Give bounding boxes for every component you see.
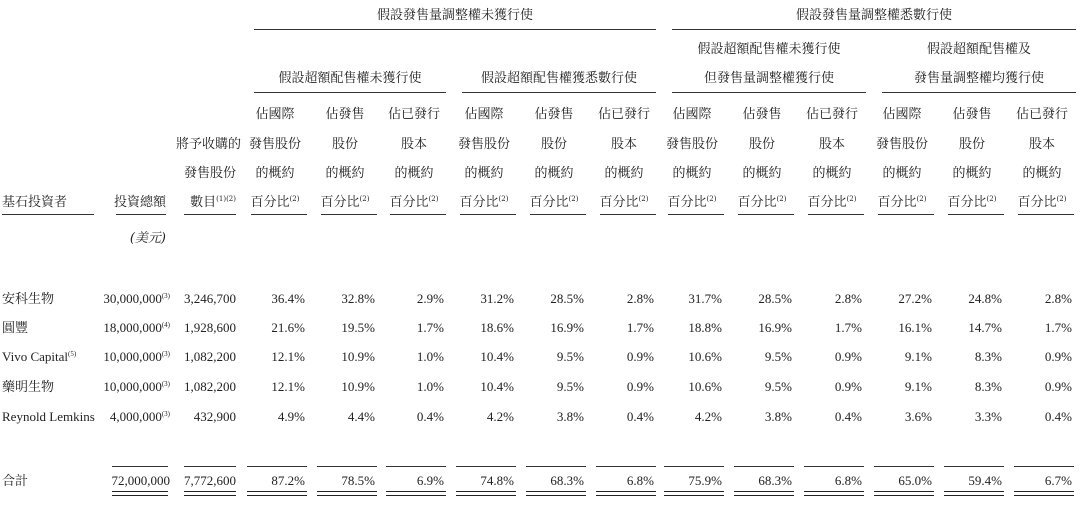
investor-header-rule [2, 214, 94, 215]
percentage-cell: 9.1% [904, 379, 932, 394]
investor-name: 藥明生物 [2, 379, 55, 394]
shares-count: 1,082,200 [184, 379, 236, 394]
percentage-cell: 6.8% [834, 473, 862, 488]
pct-header-col11-line2: 股份 [958, 137, 985, 152]
pct-header-col6-line1: 佔已發行 [597, 107, 650, 122]
shares-count: 3,246,700 [184, 291, 236, 306]
percentage-cell: 1.7% [834, 320, 862, 335]
total-label: 合計 [2, 473, 29, 488]
total-double-underline [874, 491, 934, 496]
group-header-no-adjustment: 假設發售量調整權未獲行使 [376, 8, 533, 23]
percentage-cell: 2.8% [1044, 291, 1072, 306]
pct-header-rule-col7 [668, 214, 724, 215]
percentage-cell: 6.9% [416, 473, 444, 488]
percentage-cell: 6.8% [626, 473, 654, 488]
total-top-rule [664, 466, 724, 467]
percentage-cell: 2.9% [416, 291, 444, 306]
pct-header-col12-line3: 的概約 [1022, 166, 1062, 181]
investor-name: 安科生物 [2, 291, 55, 306]
percentage-cell: 0.9% [626, 349, 654, 364]
amount-header-rule [116, 214, 166, 215]
percentage-cell: 28.5% [758, 291, 792, 306]
total-top-rule [317, 466, 377, 467]
pct-header-col7-line4: 百分比$^{(2)}$ [667, 195, 717, 210]
total-double-underline [664, 491, 724, 496]
pct-header-col6-line4: 百分比$^{(2)}$ [599, 195, 649, 210]
total-double-underline [596, 491, 656, 496]
total-double-underline [804, 491, 864, 496]
total-top-rule [874, 466, 934, 467]
pct-header-col12-line1: 佔已發行 [1015, 107, 1068, 122]
pct-header-col4-line4: 百分比$^{(2)}$ [459, 195, 509, 210]
percentage-cell: 3.3% [974, 409, 1002, 424]
percentage-cell: 9.5% [556, 379, 584, 394]
total-top-rule [386, 466, 446, 467]
pct-header-col5-line2: 股份 [540, 137, 567, 152]
shares-count: 432,900 [193, 409, 236, 424]
percentage-cell: 6.7% [1044, 473, 1072, 488]
percentage-cell: 9.1% [904, 349, 932, 364]
total-top-rule [596, 466, 656, 467]
pct-header-col8-line3: 的概約 [742, 166, 782, 181]
pct-header-rule-col3 [390, 214, 446, 215]
percentage-cell: 10.9% [341, 349, 375, 364]
percentage-cell: 0.4% [416, 409, 444, 424]
pct-header-col5-line3: 的概約 [534, 166, 574, 181]
investment-amount: 18,000,000$^{(4)}$ [103, 320, 170, 335]
pct-header-rule-col6 [600, 214, 656, 215]
pct-header-rule-col1 [251, 214, 307, 215]
percentage-cell: 10.4% [480, 379, 514, 394]
total-top-rule [804, 466, 864, 467]
percentage-cell: 9.5% [556, 349, 584, 364]
pct-header-col4-line2: 發售股份 [457, 137, 510, 152]
pct-header-col2-line4: 百分比$^{(2)}$ [320, 195, 370, 210]
percentage-cell: 59.4% [968, 473, 1002, 488]
pct-header-col5-line4: 百分比$^{(2)}$ [529, 195, 579, 210]
percentage-cell: 1.0% [416, 379, 444, 394]
investor-column-header: 基石投資者 [2, 195, 68, 210]
percentage-cell: 0.4% [1044, 409, 1072, 424]
percentage-cell: 10.6% [688, 379, 722, 394]
pct-header-rule-col10 [878, 214, 934, 215]
total-double-underline [944, 491, 1004, 496]
total-double-underline [184, 491, 236, 496]
subgroup-header-3-line1: 假設超額配售權未獲行使 [697, 42, 841, 57]
pct-header-col6-line2: 股本 [610, 137, 637, 152]
percentage-cell: 2.8% [834, 291, 862, 306]
pct-header-col8-line4: 百分比$^{(2)}$ [737, 195, 787, 210]
total-double-underline [526, 491, 586, 496]
percentage-cell: 27.2% [898, 291, 932, 306]
pct-header-col11-line1: 佔發售 [952, 107, 992, 122]
shares-header-line3: 數目$^{(1)(2)}$ [190, 195, 236, 210]
investment-amount: 10,000,000$^{(3)}$ [103, 349, 170, 364]
percentage-cell: 1.7% [1044, 320, 1072, 335]
percentage-cell: 0.9% [1044, 349, 1072, 364]
pct-header-col10-line1: 佔國際 [882, 107, 922, 122]
percentage-cell: 3.8% [556, 409, 584, 424]
percentage-cell: 0.9% [834, 349, 862, 364]
pct-header-rule-col8 [738, 214, 794, 215]
currency-unit: (美元) [129, 231, 166, 246]
total-top-rule [734, 466, 794, 467]
percentage-cell: 78.5% [341, 473, 375, 488]
percentage-cell: 9.5% [764, 379, 792, 394]
percentage-cell: 0.9% [834, 379, 862, 394]
group-rule-no-adjustment [254, 29, 656, 30]
pct-header-col9-line4: 百分比$^{(2)}$ [807, 195, 857, 210]
pct-header-col12-line2: 股本 [1028, 137, 1055, 152]
pct-header-col1-line1: 佔國際 [255, 107, 295, 122]
total-double-underline [247, 491, 307, 496]
percentage-cell: 8.3% [974, 349, 1002, 364]
percentage-cell: 0.9% [626, 379, 654, 394]
pct-header-col7-line3: 的概約 [672, 166, 712, 181]
shares-header-line1: 將予收購的 [176, 137, 242, 152]
subgroup-header-3-line2: 但發售量調整權獲行使 [703, 71, 834, 86]
pct-header-rule-col4 [460, 214, 516, 215]
percentage-cell: 19.5% [341, 320, 375, 335]
total-top-rule [456, 466, 516, 467]
pct-header-col3-line4: 百分比$^{(2)}$ [389, 195, 439, 210]
shares-count: 1,928,600 [184, 320, 236, 335]
percentage-cell: 2.8% [626, 291, 654, 306]
percentage-cell: 1.0% [416, 349, 444, 364]
group-header-adjustment: 假設發售量調整權悉數行使 [795, 8, 952, 23]
pct-header-col10-line2: 發售股份 [875, 137, 928, 152]
pct-header-col1-line4: 百分比$^{(2)}$ [250, 195, 300, 210]
total-double-underline [1014, 491, 1074, 496]
total-double-underline [112, 491, 168, 496]
percentage-cell: 4.2% [694, 409, 722, 424]
pct-header-col9-line3: 的概約 [812, 166, 852, 181]
investment-amount: 4,000,000$^{(3)}$ [109, 409, 170, 424]
percentage-cell: 74.8% [480, 473, 514, 488]
shares-count: 1,082,200 [184, 349, 236, 364]
percentage-cell: 0.4% [626, 409, 654, 424]
investor-name: Reynold Lemkins [2, 409, 95, 424]
pct-header-col7-line2: 發售股份 [665, 137, 718, 152]
amount-column-header: 投資總額 [113, 195, 166, 210]
pct-header-col2-line3: 的概約 [325, 166, 365, 181]
pct-header-col5-line1: 佔發售 [534, 107, 574, 122]
pct-header-col7-line1: 佔國際 [672, 107, 712, 122]
percentage-cell: 8.3% [974, 379, 1002, 394]
percentage-cell: 75.9% [688, 473, 722, 488]
pct-header-col12-line4: 百分比$^{(2)}$ [1017, 195, 1067, 210]
pct-header-col11-line4: 百分比$^{(2)}$ [947, 195, 997, 210]
percentage-cell: 18.8% [688, 320, 722, 335]
investor-name: 圓豐 [2, 320, 29, 335]
percentage-cell: 10.4% [480, 349, 514, 364]
pct-header-col11-line3: 的概約 [952, 166, 992, 181]
pct-header-col10-line4: 百分比$^{(2)}$ [877, 195, 927, 210]
pct-header-rule-col2 [321, 214, 377, 215]
group-rule-adjustment [672, 29, 1076, 30]
pct-header-col2-line1: 佔發售 [325, 107, 365, 122]
investment-amount: 10,000,000$^{(3)}$ [103, 379, 170, 394]
subgroup-header-2: 假設超額配售權獲悉數行使 [480, 71, 637, 86]
percentage-cell: 16.9% [550, 320, 584, 335]
pct-header-rule-col5 [530, 214, 586, 215]
pct-header-col1-line3: 的概約 [255, 166, 295, 181]
pct-header-col10-line3: 的概約 [882, 166, 922, 181]
percentage-cell: 10.9% [341, 379, 375, 394]
percentage-cell: 16.9% [758, 320, 792, 335]
pct-header-col8-line2: 股份 [748, 137, 775, 152]
percentage-cell: 9.5% [764, 349, 792, 364]
percentage-cell: 1.7% [416, 320, 444, 335]
pct-header-col1-line2: 發售股份 [248, 137, 301, 152]
percentage-cell: 16.1% [898, 320, 932, 335]
percentage-cell: 4.9% [277, 409, 305, 424]
investment-amount: 30,000,000$^{(3)}$ [103, 291, 170, 306]
total-double-underline [386, 491, 446, 496]
subgroup-rule-2 [462, 92, 656, 93]
total-double-underline [456, 491, 516, 496]
percentage-cell: 3.6% [904, 409, 932, 424]
percentage-cell: 32.8% [341, 291, 375, 306]
total-double-underline [317, 491, 377, 496]
percentage-cell: 28.5% [550, 291, 584, 306]
percentage-cell: 36.4% [271, 291, 305, 306]
percentage-cell: 1.7% [626, 320, 654, 335]
subgroup-rule-4 [882, 92, 1076, 93]
pct-header-rule-col12 [1018, 214, 1074, 215]
total-top-rule [1014, 466, 1074, 467]
subgroup-header-1: 假設超額配售權未獲行使 [278, 71, 422, 86]
percentage-cell: 68.3% [550, 473, 584, 488]
percentage-cell: 68.3% [758, 473, 792, 488]
pct-header-rule-col11 [948, 214, 1004, 215]
percentage-cell: 12.1% [271, 379, 305, 394]
percentage-cell: 0.9% [1044, 379, 1072, 394]
investment-amount: 72,000,000 [111, 473, 170, 488]
subgroup-rule-1 [254, 92, 446, 93]
pct-header-rule-col9 [808, 214, 864, 215]
subgroup-rule-3 [672, 92, 866, 93]
total-top-rule [112, 466, 168, 467]
percentage-cell: 14.7% [968, 320, 1002, 335]
shares-header-rule [184, 214, 236, 215]
total-top-rule [526, 466, 586, 467]
pct-header-col3-line2: 股本 [400, 137, 427, 152]
pct-header-col4-line3: 的概約 [464, 166, 504, 181]
pct-header-col4-line1: 佔國際 [464, 107, 504, 122]
percentage-cell: 21.6% [271, 320, 305, 335]
percentage-cell: 4.2% [486, 409, 514, 424]
total-top-rule [247, 466, 307, 467]
percentage-cell: 24.8% [968, 291, 1002, 306]
percentage-cell: 3.8% [764, 409, 792, 424]
pct-header-col9-line1: 佔已發行 [805, 107, 858, 122]
total-top-rule [184, 466, 236, 467]
shares-count: 7,772,600 [184, 473, 236, 488]
pct-header-col6-line3: 的概約 [604, 166, 644, 181]
percentage-cell: 65.0% [898, 473, 932, 488]
percentage-cell: 0.4% [834, 409, 862, 424]
percentage-cell: 10.6% [688, 349, 722, 364]
pct-header-col8-line1: 佔發售 [742, 107, 782, 122]
total-top-rule [944, 466, 1004, 467]
pct-header-col2-line2: 股份 [331, 137, 358, 152]
pct-header-col3-line3: 的概約 [394, 166, 434, 181]
percentage-cell: 12.1% [271, 349, 305, 364]
percentage-cell: 31.2% [480, 291, 514, 306]
percentage-cell: 31.7% [688, 291, 722, 306]
shares-header-line2: 發售股份 [183, 166, 236, 181]
pct-header-col3-line1: 佔已發行 [387, 107, 440, 122]
percentage-cell: 87.2% [271, 473, 305, 488]
percentage-cell: 4.4% [347, 409, 375, 424]
percentage-cell: 18.6% [480, 320, 514, 335]
investor-name: Vivo Capital$^{(5)}$ [2, 349, 77, 364]
total-double-underline [734, 491, 794, 496]
subgroup-header-4-line2: 發售量調整權均獲行使 [913, 71, 1044, 86]
pct-header-col9-line2: 股本 [818, 137, 845, 152]
subgroup-header-4-line1: 假設超額配售權及 [926, 42, 1031, 57]
